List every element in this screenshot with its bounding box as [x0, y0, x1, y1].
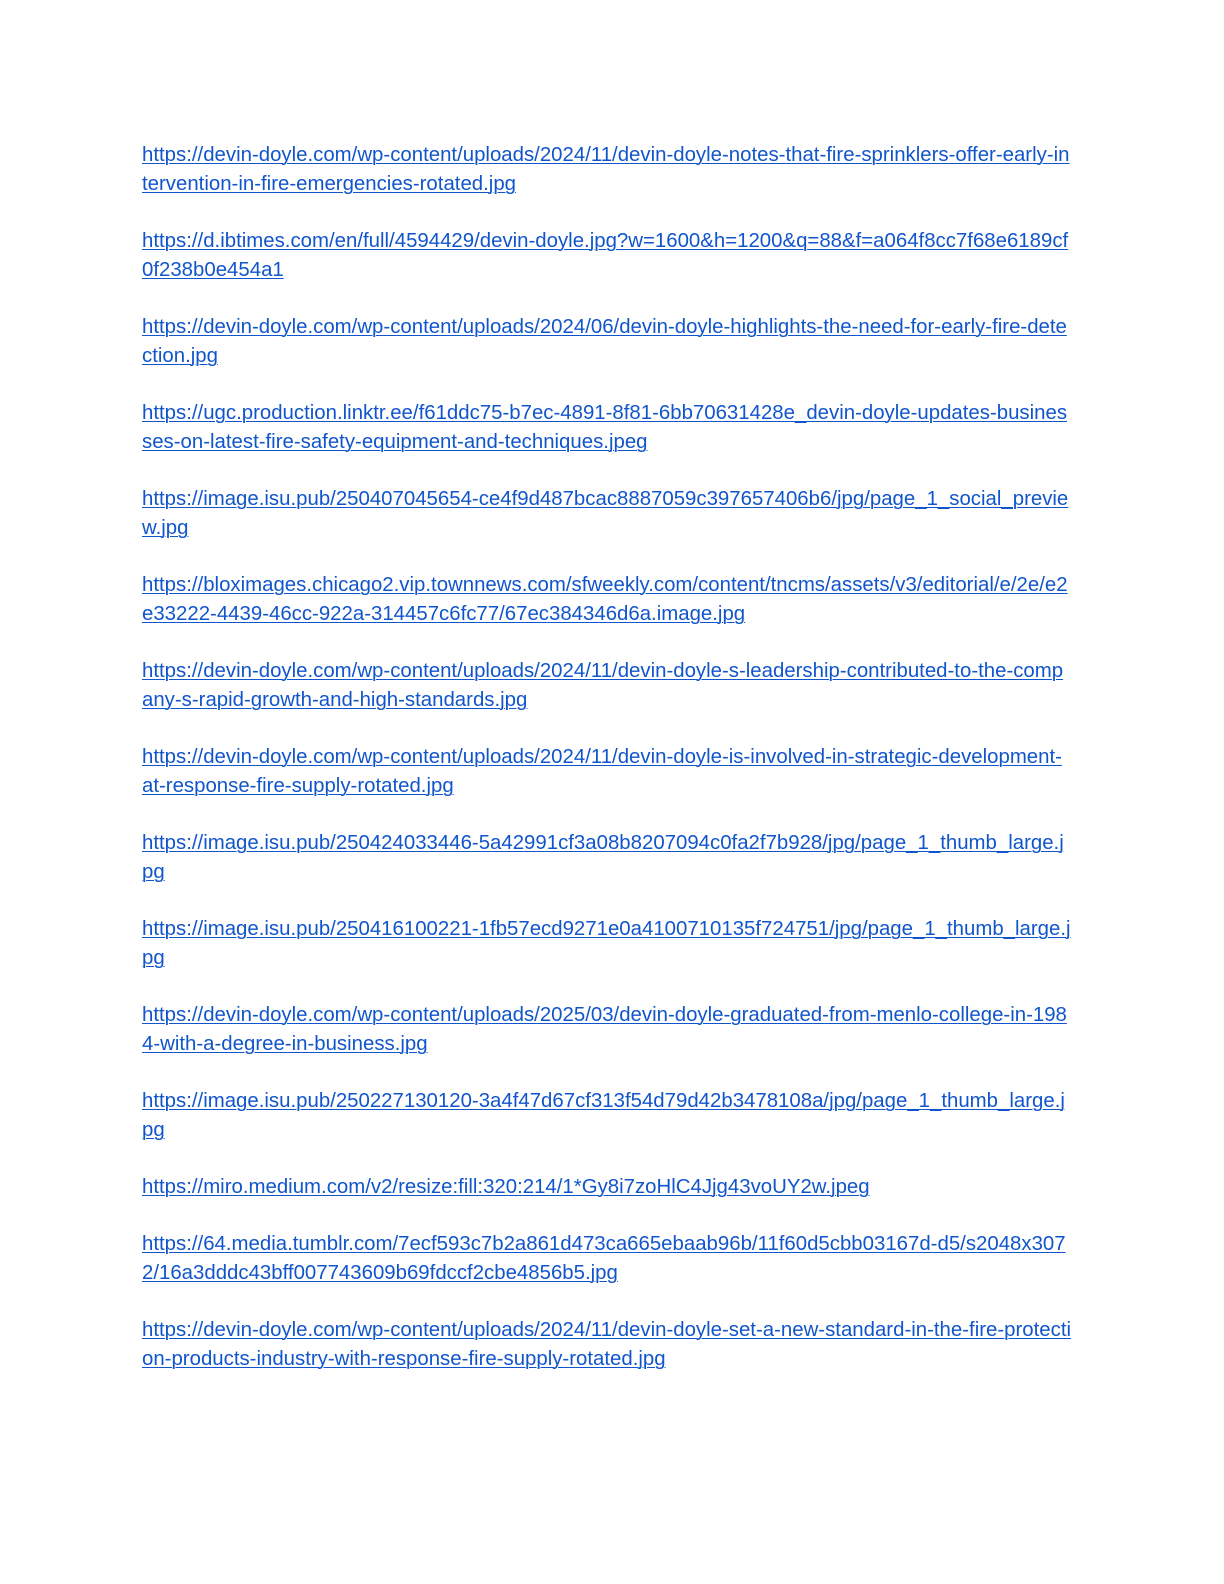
- url-link[interactable]: https://miro.medium.com/v2/resize:fill:320:214/1*Gy8i7zoHlC4Jjg43voUY2w.jpeg: [142, 1176, 870, 1198]
- url-link[interactable]: https://devin-doyle.com/wp-content/uploads/2024/11/devin-doyle-is-involved-in-strategic-development-at-response-fire-supply-rotated.jpg: [142, 746, 1062, 797]
- url-link[interactable]: https://devin-doyle.com/wp-content/uploads/2024/11/devin-doyle-s-leadership-contributed-to-the-company-s-rapid-growth-and-high-standards.jpg: [142, 660, 1064, 711]
- url-link[interactable]: https://image.isu.pub/250227130120-3a4f47d67cf313f54d79d42b3478108a/jpg/page_1_thumb_large.jpg: [142, 1090, 1065, 1141]
- url-link[interactable]: https://devin-doyle.com/wp-content/uploads/2024/11/devin-doyle-set-a-new-standard-in-the-fire-protection-products-industry-with-response-fire-supply-rotated.jpg: [142, 1319, 1072, 1370]
- list-item: [142, 829, 1072, 887]
- url-link[interactable]: https://64.media.tumblr.com/7ecf593c7b2a861d473ca665ebaab96b/11f60d5cbb03167d-d5/s2048x3072/16a3dddc43bff007743609b69fdccf2cbe4856b5.jpg: [142, 1233, 1066, 1284]
- url-link[interactable]: https://d.ibtimes.com/en/full/4594429/devin-doyle.jpg?w=1600&h=1200&q=88&f=a064f8cc7f68e6189cf0f238b0e454a1: [142, 230, 1069, 281]
- list-item: [142, 227, 1072, 285]
- list-item: [142, 1230, 1072, 1288]
- list-item: [142, 571, 1072, 629]
- link-list: [142, 141, 1072, 1402]
- url-link[interactable]: https://devin-doyle.com/wp-content/uploads/2025/03/devin-doyle-graduated-from-menlo-college-in-1984-with-a-degree-in-business.jpg: [142, 1004, 1067, 1055]
- list-item: [142, 313, 1072, 371]
- url-link[interactable]: https://bloximages.chicago2.vip.townnews.com/sfweekly.com/content/tncms/assets/v3/editorial/e/2e/e2e33222-4439-46cc-922a-314457c6fc77/67ec384346d6a.image.jpg: [142, 574, 1068, 625]
- list-item: [142, 915, 1072, 973]
- url-link[interactable]: https://image.isu.pub/250416100221-1fb57ecd9271e0a4100710135f724751/jpg/page_1_thumb_large.jpg: [142, 918, 1071, 969]
- list-item: [142, 1316, 1072, 1374]
- list-item: [142, 1173, 1072, 1202]
- list-item: [142, 743, 1072, 801]
- url-link[interactable]: https://ugc.production.linktr.ee/f61ddc75-b7ec-4891-8f81-6bb70631428e_devin-doyle-updates-businesses-on-latest-fire-safety-equipment-and-techniques.jpeg: [142, 402, 1068, 453]
- url-link[interactable]: https://image.isu.pub/250424033446-5a42991cf3a08b8207094c0fa2f7b928/jpg/page_1_thumb_large.jpg: [142, 832, 1064, 883]
- url-link[interactable]: https://devin-doyle.com/wp-content/uploads/2024/06/devin-doyle-highlights-the-need-for-early-fire-detection.jpg: [142, 316, 1067, 367]
- list-item: [142, 141, 1072, 199]
- list-item: [142, 1001, 1072, 1059]
- url-link[interactable]: https://image.isu.pub/250407045654-ce4f9d487bcac8887059c397657406b6/jpg/page_1_social_preview.jpg: [142, 488, 1069, 539]
- list-item: [142, 1087, 1072, 1145]
- list-item: [142, 485, 1072, 543]
- list-item: [142, 657, 1072, 715]
- url-link[interactable]: https://devin-doyle.com/wp-content/uploads/2024/11/devin-doyle-notes-that-fire-sprinklers-offer-early-intervention-in-fire-emergencies-rotated.jpg: [142, 144, 1070, 195]
- list-item: [142, 399, 1072, 457]
